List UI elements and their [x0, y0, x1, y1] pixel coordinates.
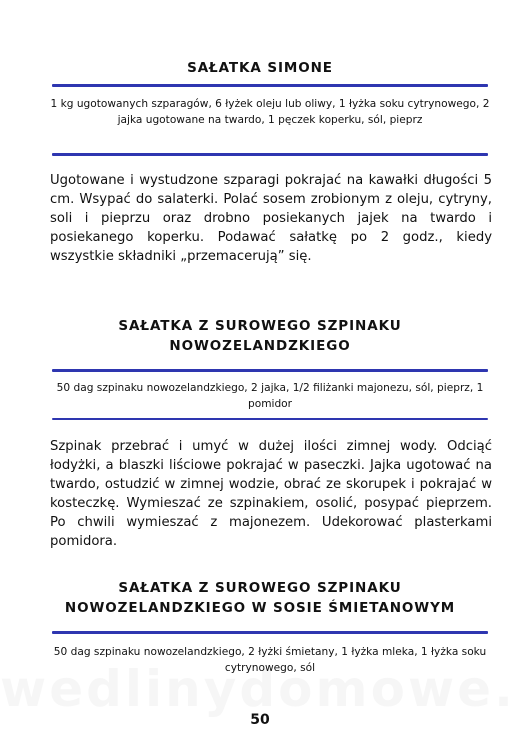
instructions-szpinak: Szpinak przebrać i umyć w dużej ilości zimnej wody. Odciąć łodyżki, a blaszki liściowe pokrajać w paseczki. Jajka ugotować na twardo, ostudzić w zimnej wodzie, obrać ze skorupek i pokrajać w kosteczkę. Wymieszać ze szpinakiem, osolić, posypać pieprzem. Po chwili wymieszać z majonezem. Udekorować plasterkami pomidora. — [50, 439, 492, 549]
rule-bottom-simone — [52, 153, 488, 156]
ingredients-szpinak-smietana: 50 dag szpinaku nowozelandzkiego, 2 łyżki śmietany, 1 łyżka mleka, 1 łyżka soku cytrynowego, sól — [53, 646, 487, 674]
instructions-simone: Ugotowane i wystudzone szparagi pokrajać na kawałki długości 5 cm. Wsypać do salaterki. Polać sosem zrobionym z oleju, cytryny, soli i pieprzu oraz drobno posiekanych jajek na twardo i posiekanego koperku. Podawać sałatkę po 2 godz., kiedy wszystkie składniki „przemacerują” się. — [50, 173, 492, 264]
page-number: 50 — [250, 712, 270, 728]
ingredients-szpinak: 50 dag szpinaku nowozelandzkiego, 2 jajka, 1/2 filiżanki majonezu, sól, pieprz, 1 pomidor — [56, 382, 484, 410]
ingredients-simone: 1 kg ugotowanych szparagów, 6 łyżek oleju lub oliwy, 1 łyżka soku cytrynowego, 2 jajka ugotowane na twardo, 1 pęczek koperku, sól, pieprz — [50, 98, 490, 126]
recipe-title-szpinak: SAŁATKA Z SUROWEGO SZPINAKU NOWOZELANDZKIEGO — [118, 318, 402, 354]
recipe-title-simone: SAŁATKA SIMONE — [187, 60, 333, 76]
rule-bottom-szpinak — [52, 418, 488, 420]
rule-top-szpinak — [52, 369, 488, 372]
rule-top-simone — [52, 84, 488, 87]
rule-top-szpinak-smietana — [52, 631, 488, 634]
recipe-title-szpinak-smietana: SAŁATKA Z SUROWEGO SZPINAKU NOWOZELANDZKIEGO W SOSIE ŚMIETANOWYM — [64, 580, 456, 616]
